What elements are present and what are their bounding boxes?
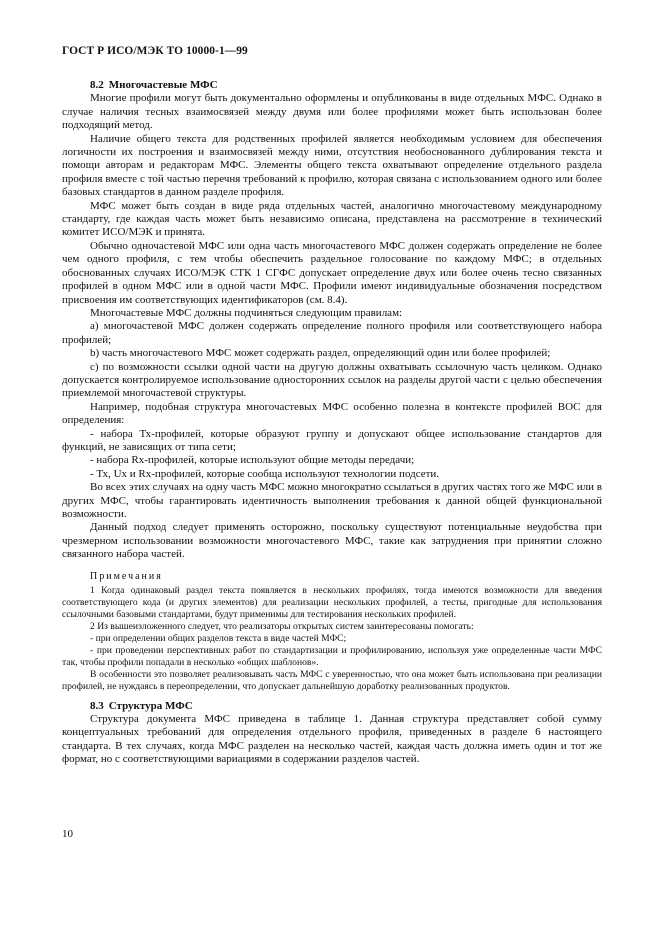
section-number: 8.3 — [90, 699, 104, 712]
section-heading-8-3 — [90, 700, 602, 713]
paragraph: Многочастевые МФС должны подчиняться следующим правилам: — [90, 306, 403, 319]
list-item: - набора Rx-профилей, которые используют общие методы передачи; — [90, 454, 415, 467]
page-number: 10 — [62, 828, 73, 840]
paragraph: Структура документа МФС приведена в таблице 1. Данная структура представляет собой сумму концептуальных требований для определения отдельного профиля, приведенных в разделе 6 настоящего стандарта. В тех случаях, когда МФС разделен на несколько частей, каждая часть должна иметь один и тот же формат, но с соответствующими вариациями в содержании разделов частей. — [62, 713, 602, 766]
paragraph: Многие профили могут быть документально оформлены и опубликованы в виде отдельных МФС. Однако в случае наличия тесных взаимосвязей между двумя или более профилями может быть использован более подходящий метод. — [62, 92, 602, 132]
notes-block — [62, 571, 602, 693]
note-item: 1 Когда одинаковый раздел текста появляется в нескольких профилях, тогда имеются возможности для введения соответствующего кода (и других элементов) для реализации нескольких профилей, а тесты, пригодные для использования ссылочными базовыми стандартами, будут применимы для тестирования нескольких профилей. — [62, 584, 602, 620]
paragraph: Например, подобная структура многочастевых МФС особенно полезна в контексте профилей ВОС для определения: — [62, 400, 602, 427]
list-item: b) часть многочастевого МФС может содержать раздел, определяющий один или более профилей; — [90, 347, 551, 360]
section-number: 8.2 — [90, 79, 104, 91]
notes-title: Примечания — [90, 570, 163, 582]
section-title: Многочастевые МФС — [108, 79, 218, 91]
section-heading-8-2 — [90, 79, 602, 92]
page-content — [62, 79, 602, 767]
paragraph: Наличие общего текста для родственных профилей является необходимым условием для обеспечения логичности их построения и взаимосвязей между ними, отсутствия необоснованного дублирования текста и помощи авторам и редакторам МФС. Элементы общего текста охватывают определение отдельного раздела профиля вместе с той частью перечня требований к профилю, которая связана с использованием одного или более базовых стандартов в данном разделе профиля. — [62, 132, 602, 199]
list-item: а) многочастевой МФС должен содержать определение полного профиля или соответствующего набора профилей; — [62, 320, 602, 346]
list-item: - Тх, Uх и Rx-профилей, которые сообща используют технологии подсети. — [90, 467, 440, 480]
note-item: - при проведении перспективных работ по стандартизации и профилированию, используя уже определенные части МФС так, чтобы профили попадали в несколько «общих шаблонов». — [62, 644, 602, 668]
note-item: - при определении общих разделов текста в виде частей МФС; — [90, 632, 347, 644]
note-item: В особенности это позволяет реализовывать часть МФС с уверенностью, что она может быть использована при реализации профилей, не нуждаясь в переопределении, что допускает дальнейшую доработку реализованных продуктов. — [62, 668, 602, 692]
paragraph: Во всех этих случаях на одну часть МФС можно многократно ссылаться в других частях того же МФС или в других МФС, чтобы гарантировать идентичность выполнения требования к данной общей функциональной возможности. — [62, 481, 602, 520]
list-item: с) по возможности ссылки одной части на другую должны охватывать ссылочную часть целиком. Однако допускается контролируемое использование односторонних ссылок на разделы другой части с целью обеспечения приемлемой многочастевой структуры. — [62, 360, 602, 400]
paragraph: МФС может быть создан в виде ряда отдельных частей, аналогично многочастевому международному стандарту, где каждая часть может быть независимо описана, представлена на рассмотрение в технический комитет ИСО/МЭК и принята. — [62, 199, 602, 239]
paragraph: Данный подход следует применять осторожно, поскольку существуют потенциальные неудобства при чрезмерном использовании возможности многочастевого МФС, такие как затруднения при принятии сложно связанного набора частей. — [62, 521, 602, 561]
paragraph: Обычно одночастевой МФС или одна часть многочастевого МФС должен содержать определение не более чем одного профиля, с тем чтобы обеспечить раздельное голосование по каждому МФС; в отдельных обоснованных случаях ИСО/МЭК СТК 1 СГФС допускает определение двух или более очень тесно связанных профилей в одном МФС или в одной части МФС. Профили имеют индивидуальные обозначения посредством присвоения им соответствующих идентификаторов (см. 8.4). — [62, 239, 602, 306]
note-item: 2 Из вышеизложенного следует, что реализаторы открытых систем заинтересованы помогать: — [90, 620, 474, 632]
list-item: - набора Тх-профилей, которые образуют группу и допускают общее использование стандартов для функций, не зависящих от типа сети; — [62, 427, 602, 453]
section-title: Структура МФС — [108, 699, 193, 712]
document-header: ГОСТ Р ИСО/МЭК ТО 10000-1—99 — [62, 45, 248, 57]
